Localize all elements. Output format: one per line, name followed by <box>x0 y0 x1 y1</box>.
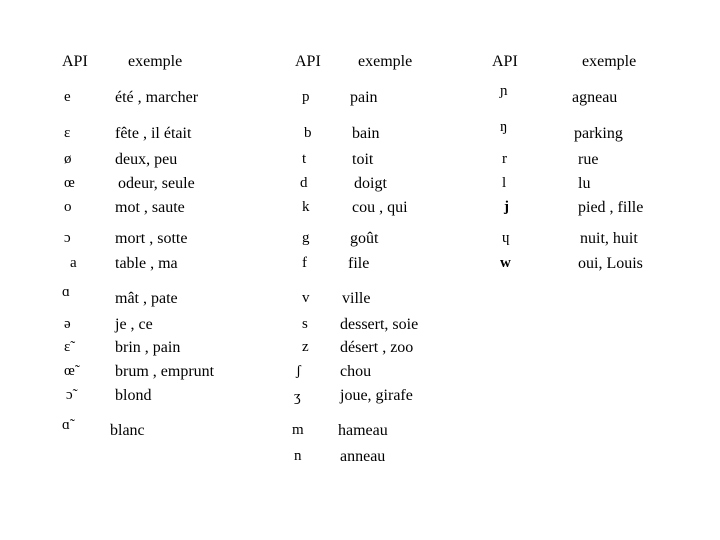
example-words: blanc <box>110 422 145 439</box>
ipa-symbol: œ <box>64 175 75 191</box>
ipa-symbol: p <box>302 89 310 105</box>
example-words: hameau <box>338 422 388 439</box>
ipa-symbol: k <box>302 199 310 215</box>
example-words: toit <box>352 151 374 168</box>
example-words: file <box>348 255 370 272</box>
ipa-symbol: g <box>302 230 310 246</box>
example-words: pain <box>350 89 378 106</box>
example-words: doigt <box>354 175 387 192</box>
example-words: dessert, soie <box>340 316 419 333</box>
ipa-symbol: ʒ <box>294 389 301 405</box>
ipa-symbol: ɑ̃ <box>62 417 70 433</box>
ipa-symbol: o <box>64 199 72 215</box>
example-words: mot , saute <box>115 199 185 216</box>
header-exemple-1: exemple <box>128 53 183 70</box>
ipa-symbol: r <box>502 151 507 167</box>
ipa-symbol: d <box>300 175 308 191</box>
ipa-symbol: œ̃ <box>64 363 75 379</box>
ipa-symbol: e <box>64 89 71 105</box>
ipa-symbol: l <box>502 175 507 191</box>
header-api-2: API <box>295 53 321 70</box>
example-words: cou , qui <box>352 199 408 216</box>
ipa-symbol: ɔ̃ <box>66 387 73 403</box>
ipa-symbol: ŋ <box>500 119 508 135</box>
example-words: je , ce <box>115 316 153 333</box>
ipa-symbol: ɑ <box>62 284 70 300</box>
example-words: pied , fille <box>578 199 644 216</box>
example-words: blond <box>115 387 152 404</box>
ipa-symbol: s <box>302 316 308 332</box>
example-words: oui, Louis <box>578 255 643 272</box>
header-api-1: API <box>62 53 88 70</box>
ipa-symbol: ɲ <box>500 83 508 99</box>
ipa-symbol: b <box>304 125 312 141</box>
ipa-symbol: w <box>500 255 511 271</box>
example-words: été , marcher <box>115 89 199 106</box>
example-words: brin , pain <box>115 339 181 356</box>
example-words: parking <box>574 125 623 142</box>
example-words: table , ma <box>115 255 178 272</box>
example-words: nuit, huit <box>580 230 638 247</box>
ipa-symbol: ə <box>64 316 71 332</box>
example-words: goût <box>350 230 379 247</box>
header-exemple-3: exemple <box>582 53 637 70</box>
header-exemple-2: exemple <box>358 53 413 70</box>
ipa-symbol: ɛ̃ <box>64 339 71 355</box>
example-words: chou <box>340 363 372 380</box>
example-words: mât , pate <box>115 290 178 307</box>
example-words: odeur, seule <box>118 175 195 192</box>
example-words: mort , sotte <box>115 230 188 247</box>
ipa-symbol: m <box>292 422 304 438</box>
example-words: lu <box>578 175 591 192</box>
ipa-symbol: v <box>302 290 310 306</box>
example-words: deux, peu <box>115 151 178 168</box>
example-words: joue, girafe <box>340 387 413 404</box>
ipa-symbol: t <box>302 151 307 167</box>
example-words: fête , il était <box>115 125 192 142</box>
ipa-symbol: ɛ <box>64 125 71 141</box>
ipa-symbol: j <box>504 199 509 215</box>
example-words: anneau <box>340 448 386 465</box>
ipa-symbol: ɔ <box>64 230 71 246</box>
example-words: bain <box>352 125 380 142</box>
ipa-symbol: z <box>302 339 309 355</box>
example-words: ville <box>342 290 371 307</box>
ipa-symbol: ɥ <box>502 230 510 246</box>
ipa-symbol: ø <box>64 151 72 167</box>
ipa-symbol: f <box>302 255 307 271</box>
ipa-symbol: a <box>70 255 77 271</box>
ipa-symbol: n <box>294 448 302 464</box>
example-words: rue <box>578 151 599 168</box>
header-api-3: API <box>492 53 518 70</box>
example-words: brum , emprunt <box>115 363 215 380</box>
ipa-symbol: ʃ <box>296 363 301 379</box>
example-words: agneau <box>572 89 618 106</box>
example-words: désert , zoo <box>340 339 414 356</box>
